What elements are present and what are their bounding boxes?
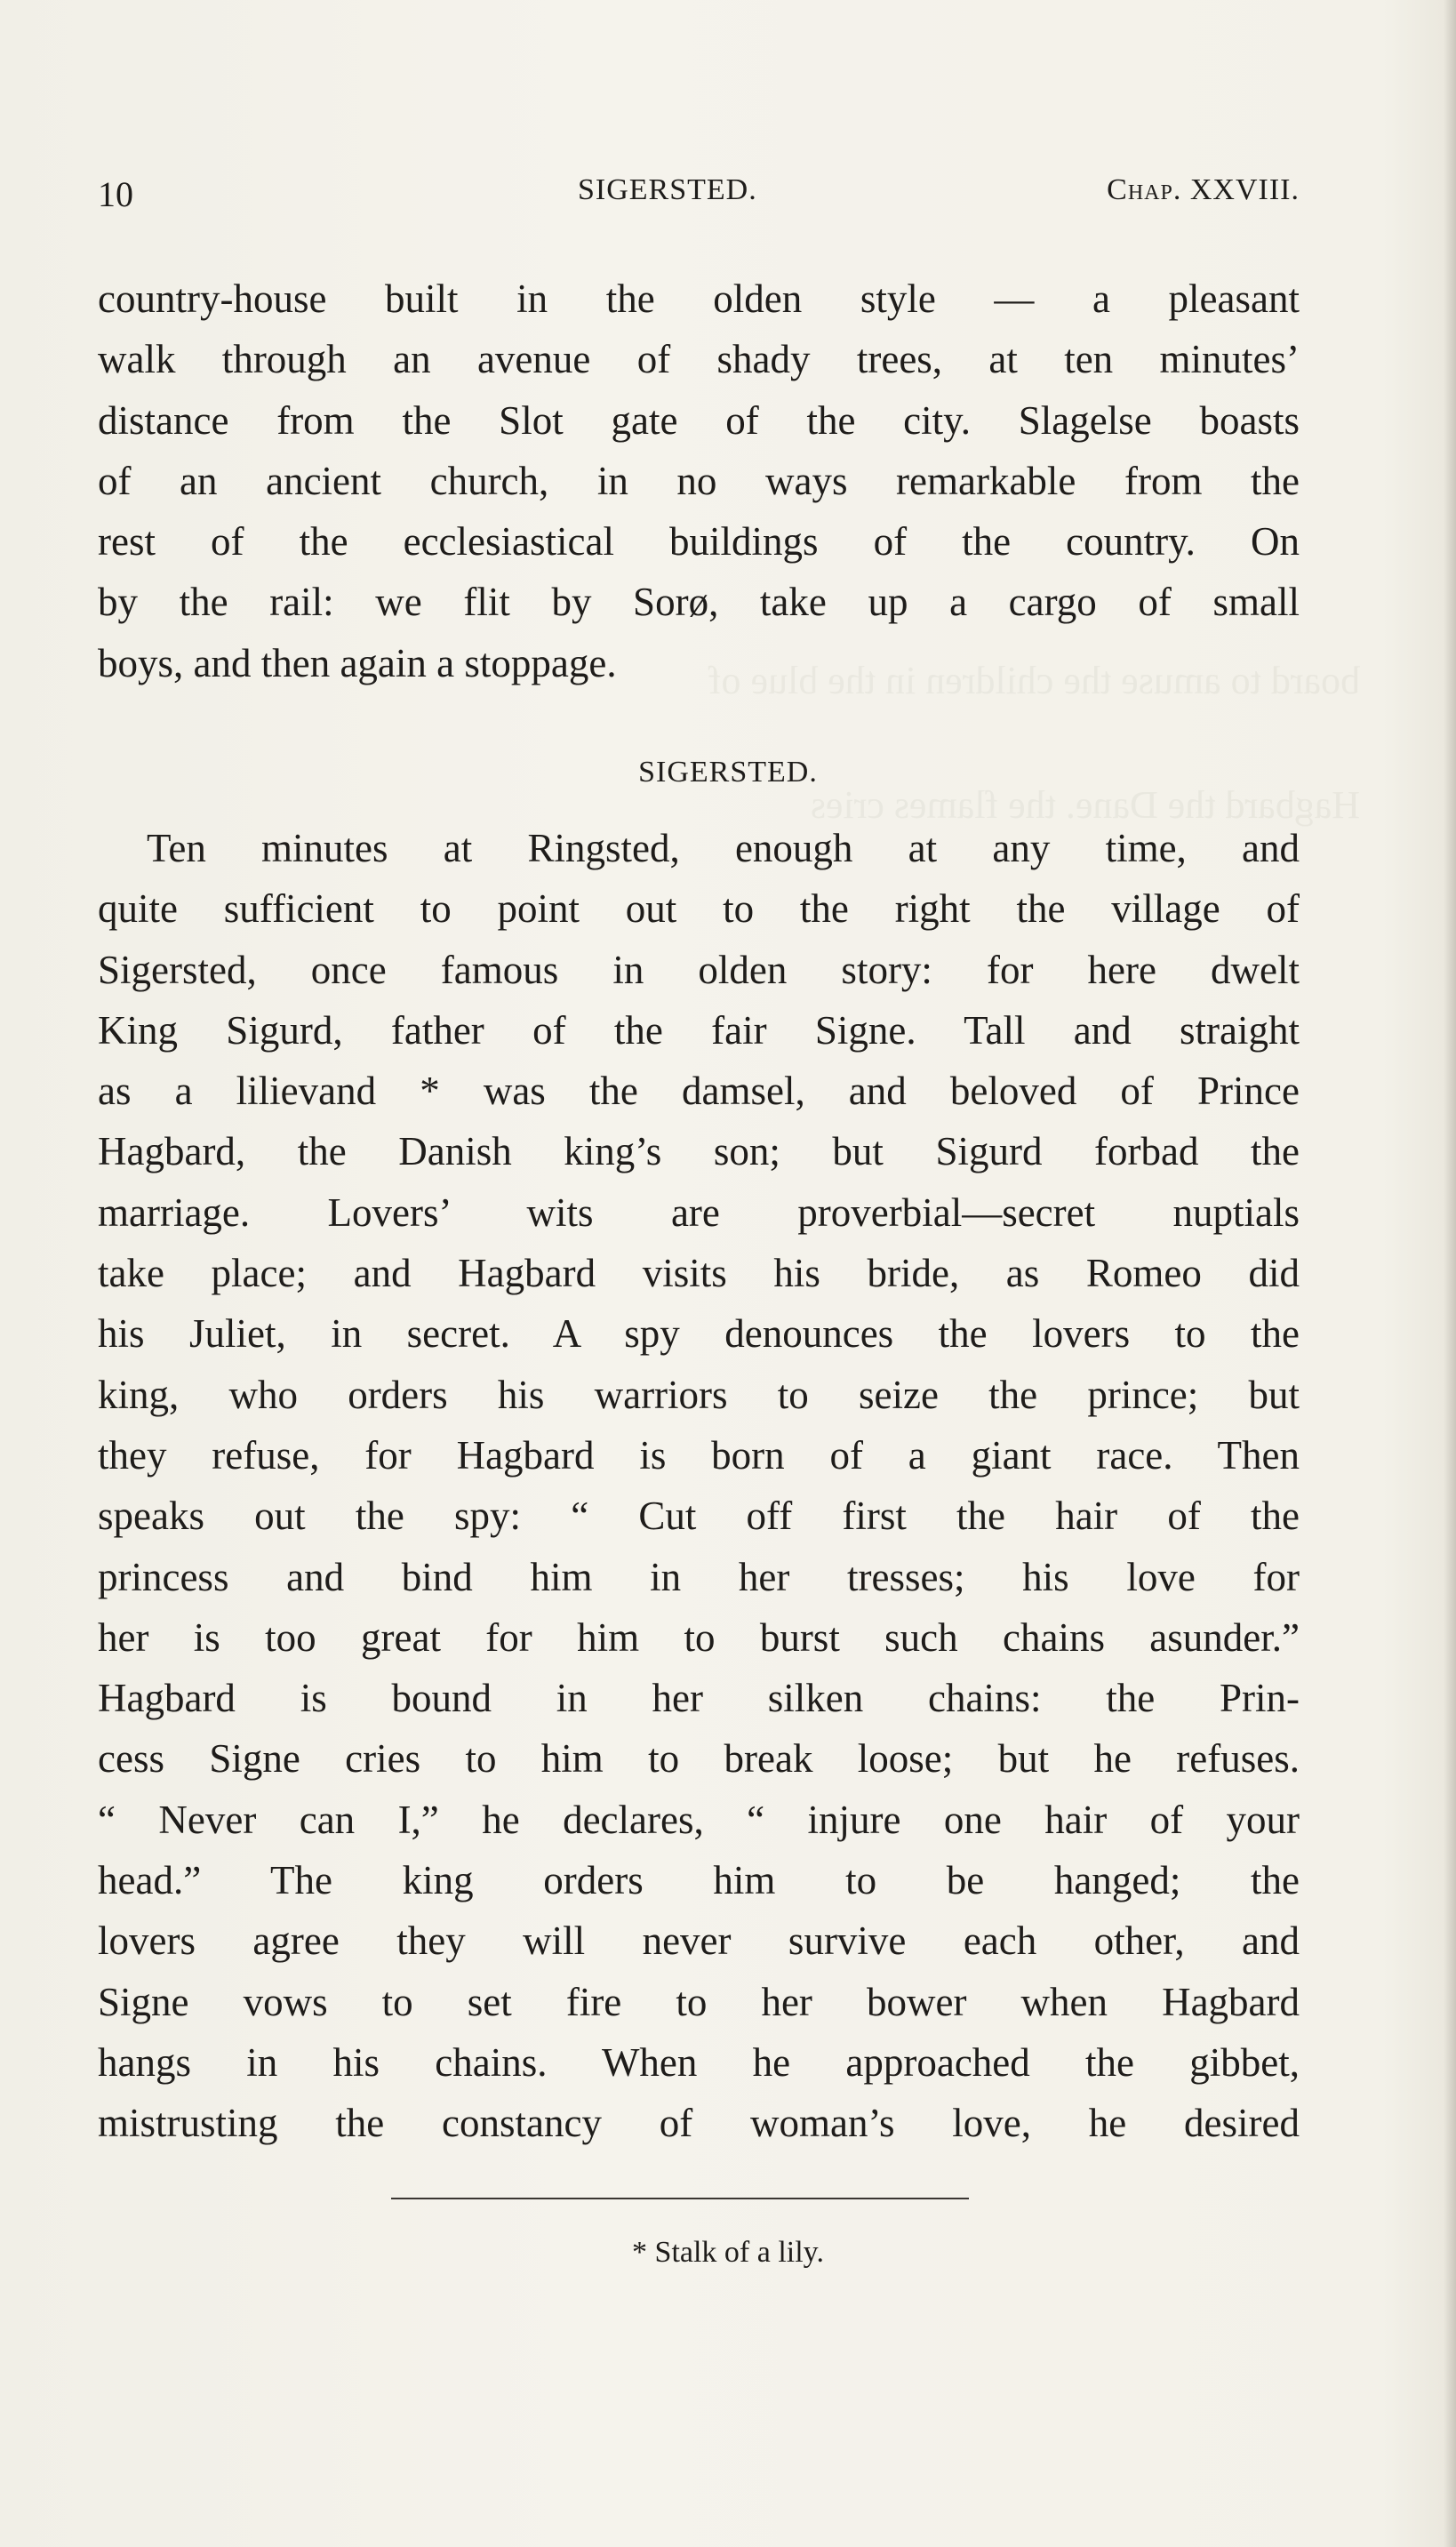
footnote: * Stalk of a lily. bbox=[632, 2236, 824, 2269]
page-edge-shadow bbox=[1444, 0, 1456, 2547]
text-line: “ Never can I,” he declares, “ injure one hair of your bbox=[98, 1797, 1300, 1842]
text-line: mistrusting the constancy of woman’s love, he desired bbox=[98, 2101, 1300, 2146]
page-number: 10 bbox=[98, 174, 133, 214]
paragraph-continued bbox=[98, 268, 1300, 693]
text-line: cess Signe cries to him to break loose; but he refuses. bbox=[98, 1736, 1300, 1782]
text-line: of an ancient church, in no ways remarkable from the bbox=[98, 458, 1300, 503]
text-line: princess and bind him in her tresses; his love for bbox=[98, 1554, 1300, 1599]
running-title: SIGERSTED. bbox=[578, 173, 757, 206]
text-line: country-house built in the olden style — a pleasant bbox=[98, 276, 1300, 321]
text-line: her is too great for him to burst such chains asunder.” bbox=[98, 1614, 1300, 1660]
text-line: Ten minutes at Ringsted, enough at any time, and bbox=[147, 826, 1300, 870]
running-header bbox=[98, 173, 1300, 218]
text-line: quite sufficient to point out to the right the village of bbox=[98, 886, 1300, 932]
text-line: rest of the ecclesiastical buildings of the country. On bbox=[98, 519, 1300, 565]
text-line: walk through an avenue of shady trees, at ten minutes’ bbox=[98, 337, 1300, 382]
text-line: Sigersted, once famous in olden story: for here dwelt bbox=[98, 947, 1300, 992]
text-line: lovers agree they will never survive each other, and bbox=[98, 1918, 1300, 1964]
text-line: marriage. Lovers’ wits are proverbial—secret nuptials bbox=[98, 1189, 1300, 1235]
text-line: as a lilievand * was the damsel, and beloved of Prince bbox=[98, 1069, 1300, 1114]
paragraph-sigersted bbox=[98, 818, 1300, 2154]
text-line: take place; and Hagbard visits his bride, as Romeo did bbox=[98, 1251, 1300, 1296]
text-line: head.” The king orders him to be hanged; the bbox=[98, 1858, 1300, 1903]
text-line: speaks out the spy: “ Cut off first the hair of the bbox=[98, 1494, 1300, 1539]
chapter-label: Chap. XXVIII. bbox=[1107, 173, 1300, 206]
text-line: hangs in his chains. When he approached the gibbet, bbox=[98, 2039, 1300, 2085]
show-through-text: board to amuse the children in the blue of bbox=[708, 659, 1360, 702]
footnote-rule bbox=[391, 2198, 969, 2199]
text-line: Hagbard, the Danish king’s son; but Sigurd forbad the bbox=[98, 1129, 1300, 1174]
text-line: his Juliet, in secret. A spy denounces the lovers to the bbox=[98, 1311, 1300, 1357]
text-line: they refuse, for Hagbard is born of a giant race. Then bbox=[98, 1432, 1300, 1478]
text-line: distance from the Slot gate of the city. Slagelse boasts bbox=[98, 397, 1300, 443]
section-heading: SIGERSTED. bbox=[638, 756, 818, 789]
text-line: king, who orders his warriors to seize the prince; but bbox=[98, 1372, 1300, 1417]
show-through-text: Hagbard the Dane. the flames cries bbox=[810, 783, 1360, 827]
text-line: Signe vows to set fire to her bower when Hagbard bbox=[98, 1979, 1300, 2024]
text-line: boys, and then again a stoppage. bbox=[98, 640, 617, 685]
text-line: King Sigurd, father of the fair Signe. Tall and straight bbox=[98, 1007, 1300, 1053]
text-line: by the rail: we flit by Sorø, take up a cargo of small bbox=[98, 580, 1300, 625]
text-line: Hagbard is bound in her silken chains: the Prin- bbox=[98, 1676, 1300, 1721]
